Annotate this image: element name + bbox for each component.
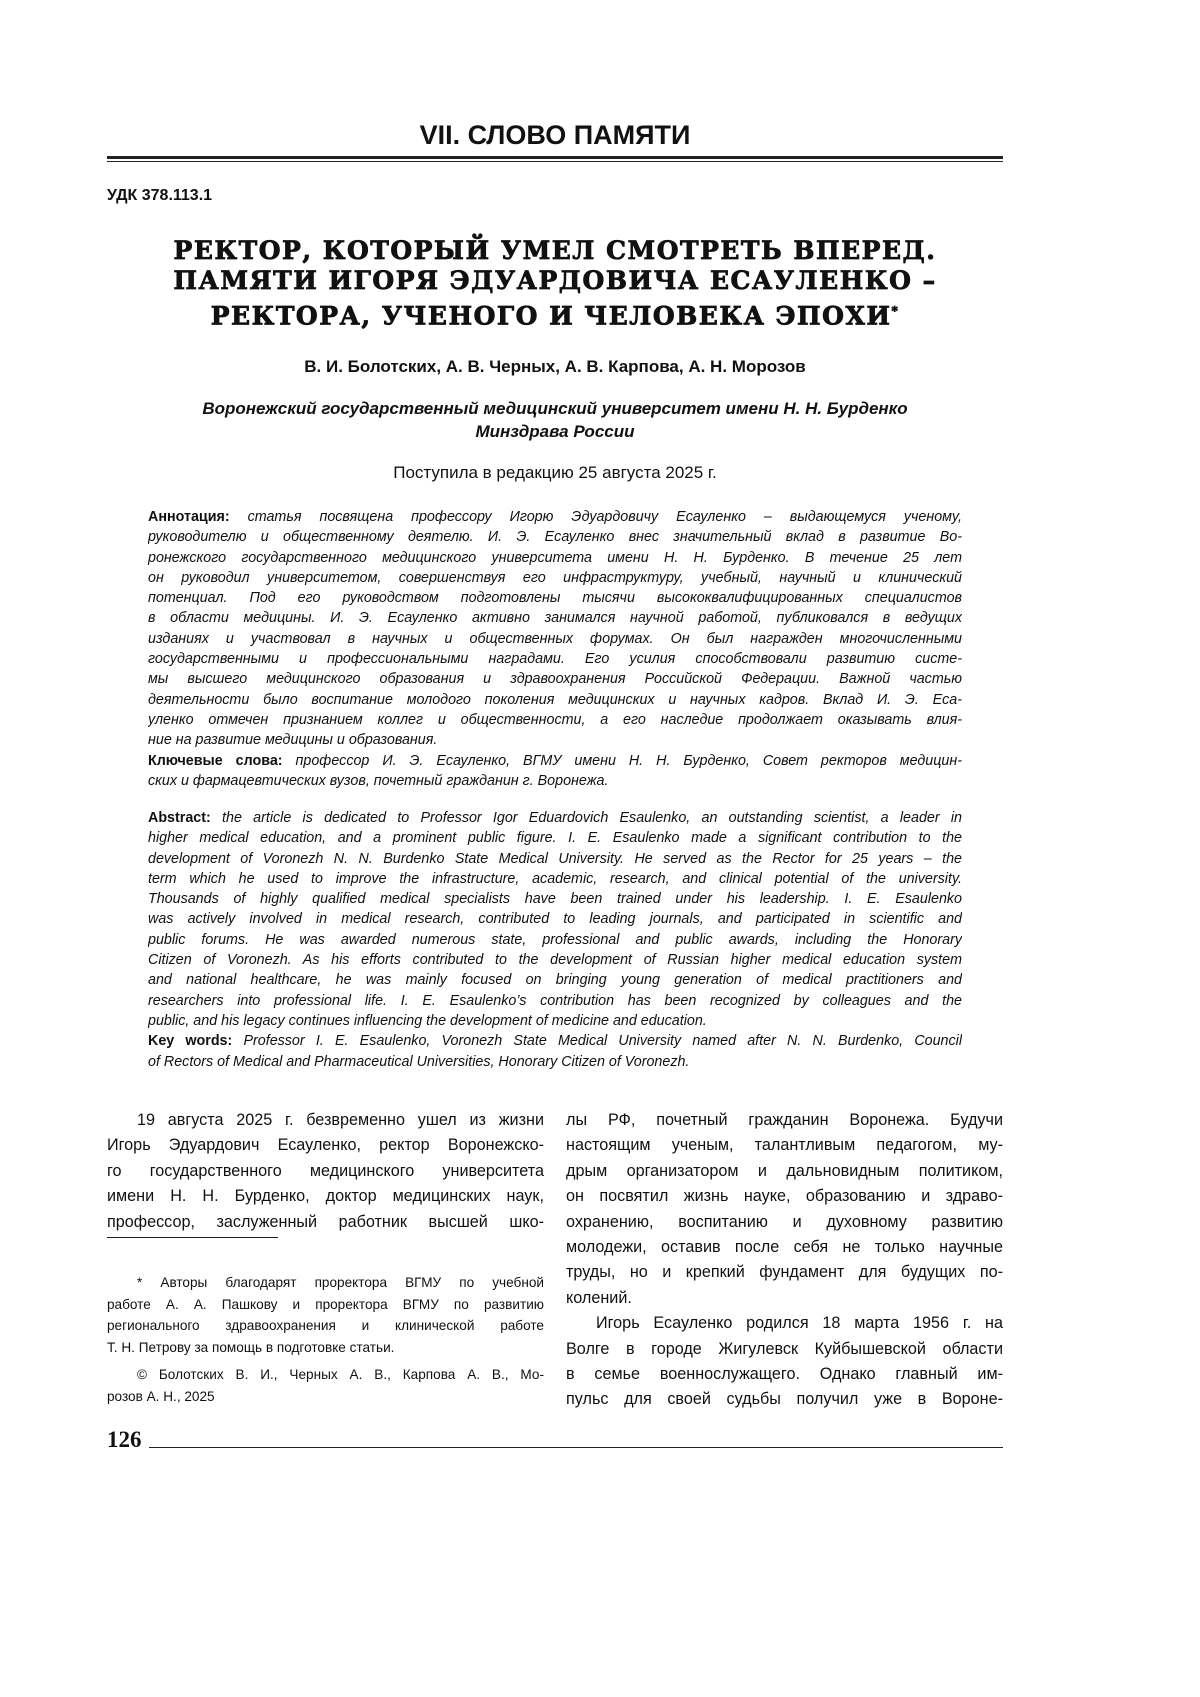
line-text: руководителю и общественному деятелю. И. Э. Есауленко внес значительный вклад в развитие Во- [148, 529, 962, 545]
line-text: Т. Н. Петрову за помощь в подготовке статьи. [107, 1340, 394, 1355]
line-text: Игорь Эдуардович Есауленко, ректор Воронежско- [107, 1136, 544, 1154]
text-line [148, 1031, 962, 1051]
text-line [566, 1286, 1003, 1311]
affiliation-line: Минздрава России [107, 420, 1003, 443]
text-line [148, 930, 962, 950]
text-line [566, 1311, 1003, 1336]
section-heading: VII. СЛОВО ПАМЯТИ [107, 120, 1003, 151]
text-line [148, 909, 962, 929]
text-line [107, 1386, 544, 1408]
text-line [148, 588, 962, 608]
text-line [107, 1337, 544, 1359]
text-line [566, 1184, 1003, 1209]
article-title [107, 236, 1003, 331]
line-text: ние на развитие медицины и образования. [148, 732, 437, 748]
line-text: розов А. Н., 2025 [107, 1389, 215, 1404]
line-text: он посвятил жизнь науке, образованию и здраво- [566, 1187, 1003, 1205]
text-line [148, 950, 962, 970]
line-text: уленко отмечен признанием коллег и общественности, а его наследие продолжает оказывать влия- [148, 712, 962, 728]
text-line [566, 1108, 1003, 1133]
line-text: он руководил университетом, совершенствуя его инфраструктуру, учебный, научный и клинический [148, 570, 962, 586]
line-text: of Rectors of Medical and Pharmaceutical Universities, Honorary Citizen of Voronezh. [148, 1054, 689, 1070]
authors: В. И. Болотских, А. В. Черных, А. В. Карпова, А. Н. Морозов [107, 357, 1003, 377]
line-text: статья посвящена профессору Игорю Эдуардовичу Есауленко – выдающемуся ученому, [248, 509, 962, 525]
text-line [107, 1159, 544, 1184]
received-date: Поступила в редакцию 25 августа 2025 г. [107, 463, 1003, 483]
line-text: Волге в городе Жигулевск Куйбышевской области [566, 1340, 1003, 1358]
text-line [566, 1260, 1003, 1285]
text-line [107, 1133, 544, 1158]
line-text: development of Voronezh N. N. Burdenko State Medical University. He served as the Rector for 25 years – the [148, 851, 962, 867]
text-line [148, 751, 962, 771]
text-line [107, 1108, 544, 1133]
text-line [148, 991, 962, 1011]
line-text: public, and his legacy continues influencing the development of medicine and education. [148, 1013, 707, 1029]
label: Abstract: [148, 810, 211, 826]
line-text: лы РФ, почетный гражданин Воронежа. Будучи [566, 1111, 1003, 1129]
line-text: Citizen of Voronezh. As his efforts contributed to the development of Russian higher medical education system [148, 952, 962, 968]
line-text: was actively involved in medical research, contributed to leading journals, and participated in scientific and [148, 911, 962, 927]
line-text: Professor I. E. Esaulenko, Voronezh State Medical University named after N. N. Burdenko, Council [243, 1033, 962, 1049]
line-text: higher medical education, and a prominent public figure. I. E. Esaulenko made a significant contribution to the [148, 830, 962, 846]
title-line [107, 296, 1003, 331]
text-line [148, 970, 962, 990]
text-line [566, 1133, 1003, 1158]
text-line [566, 1337, 1003, 1362]
title-line: РЕКТОР, КОТОРЫЙ УМЕЛ СМОТРЕТЬ ВПЕРЕД. [107, 236, 1003, 266]
line-text: молодежи, оставив после себя не только научные [566, 1238, 1003, 1256]
text-line [148, 507, 962, 527]
text-line [566, 1362, 1003, 1387]
text-line [148, 808, 962, 828]
line-text: term which he used to improve the infrastructure, academic, research, and clinical potential of the university. [148, 871, 962, 887]
text-line [148, 629, 962, 649]
text-line [107, 1210, 544, 1235]
text-line [107, 1184, 544, 1209]
udk-code: УДК 378.113.1 [107, 187, 212, 205]
line-text: мы высшего медицинского образования и здравоохранения Российской Федерации. Важной частью [148, 671, 962, 687]
text-line [148, 649, 962, 669]
body-column-left [107, 1108, 544, 1235]
line-text: public forums. He was awarded numerous state, professional and public awards, including the Honorary [148, 932, 962, 948]
title-line: ПАМЯТИ ИГОРЯ ЭДУАРДОВИЧА ЕСАУЛЕНКО – [107, 266, 1003, 296]
line-text: в области медицины. И. Э. Есауленко активно занимался научной работой, публиковался в ведущих [148, 610, 962, 626]
label: Аннотация: [148, 509, 230, 525]
line-text: колений. [566, 1289, 632, 1307]
text-line [107, 1294, 544, 1316]
line-text: профессор, заслуженный работник высшей шко- [107, 1213, 544, 1231]
text-line [148, 828, 962, 848]
text-line [148, 710, 962, 730]
footer-rule [149, 1447, 1003, 1448]
text-line [148, 889, 962, 909]
line-text: пульс для своей судьбы получил уже в Вороне- [566, 1390, 1003, 1408]
line-text: деятельности было воспитание молодого поколения медицинских и научных кадров. Вклад И. Э. Еса- [148, 692, 962, 708]
annotation-ru [148, 507, 962, 791]
affiliation-line: Воронежский государственный медицинский университет имени Н. Н. Бурденко [107, 397, 1003, 420]
line-text: © Болотских В. И., Черных А. В., Карпова А. В., Мо- [137, 1367, 544, 1382]
line-text: the article is dedicated to Professor Igor Eduardovich Esaulenko, an outstanding scientist, a leader in [222, 810, 962, 826]
body-column-right [566, 1108, 1003, 1413]
line-text: труды, но и крепкий фундамент для будущих по- [566, 1263, 1003, 1281]
title-line-text: РЕКТОРА, УЧЕНОГО И ЧЕЛОВЕКА ЭПОХИ [211, 301, 892, 330]
text-line [148, 849, 962, 869]
line-text: ронежского государственного медицинского университета имени Н. Н. Бурденко. В течение 25 лет [148, 550, 962, 566]
line-text: охранению, воспитанию и духовному развитию [566, 1213, 1003, 1231]
line-text: researchers into professional life. I. E. Esaulenko’s contribution has been recognized by colleagues and the [148, 993, 962, 1009]
line-text: * Авторы благодарят проректора ВГМУ по учебной [137, 1275, 544, 1290]
text-line [566, 1235, 1003, 1260]
text-line [107, 1272, 544, 1294]
text-line [148, 527, 962, 547]
header-rule-thin [107, 161, 1003, 162]
line-text: Thousands of highly qualified medical specialists have been trained under his leadership. I. E. Esaulenko [148, 891, 962, 907]
affiliation [107, 397, 1003, 443]
text-line [148, 608, 962, 628]
line-text: потенциал. Под его руководством подготовлены тысячи высококвалифицированных специалистов [148, 590, 962, 606]
line-text: изданиях и участвовал в научных и общественных форумах. Он был награжден многочисленными [148, 631, 962, 647]
text-line [566, 1387, 1003, 1412]
text-line [107, 1364, 544, 1386]
line-text: ских и фармацевтических вузов, почетный гражданин г. Воронежа. [148, 773, 608, 789]
line-text: регионального здравоохранения и клинической работе [107, 1318, 544, 1333]
abstract-en [148, 808, 962, 1072]
line-text: имени Н. Н. Бурденко, доктор медицинских наук, [107, 1187, 544, 1205]
line-text: 19 августа 2025 г. безвременно ушел из жизни [137, 1111, 544, 1129]
text-line [566, 1210, 1003, 1235]
line-text: Игорь Есауленко родился 18 марта 1956 г. на [596, 1314, 1003, 1332]
label: Key words: [148, 1033, 232, 1049]
text-line [148, 730, 962, 750]
text-line [148, 1011, 962, 1031]
text-line [148, 869, 962, 889]
text-line [148, 771, 962, 791]
line-text: государственными и профессиональными наградами. Его усилия способствовали развитию систе- [148, 651, 962, 667]
text-line [566, 1159, 1003, 1184]
label: Ключевые слова: [148, 753, 283, 769]
page-number: 126 [107, 1427, 142, 1453]
text-line [148, 568, 962, 588]
footnote-mark: * [891, 304, 899, 318]
line-text: работе А. А. Пашкову и проректора ВГМУ по развитию [107, 1297, 544, 1312]
text-line [107, 1315, 544, 1337]
text-line [148, 1052, 962, 1072]
line-text: го государственного медицинского университета [107, 1162, 544, 1180]
text-line [148, 548, 962, 568]
footnote-rule [107, 1237, 278, 1238]
header-rule-thick [107, 156, 1003, 159]
text-line [148, 669, 962, 689]
footnotes [107, 1272, 544, 1407]
line-text: настоящим ученым, талантливым педагогом, му- [566, 1136, 1003, 1154]
line-text: профессор И. Э. Есауленко, ВГМУ имени Н. Н. Бурденко, Совет ректоров медицин- [296, 753, 962, 769]
line-text: дрым организатором и дальновидным политиком, [566, 1162, 1003, 1180]
line-text: and national healthcare, he was mainly focused on bringing young generation of medical practitioners and [148, 972, 962, 988]
text-line [148, 690, 962, 710]
line-text: в семье военнослужащего. Однако главный им- [566, 1365, 1003, 1383]
